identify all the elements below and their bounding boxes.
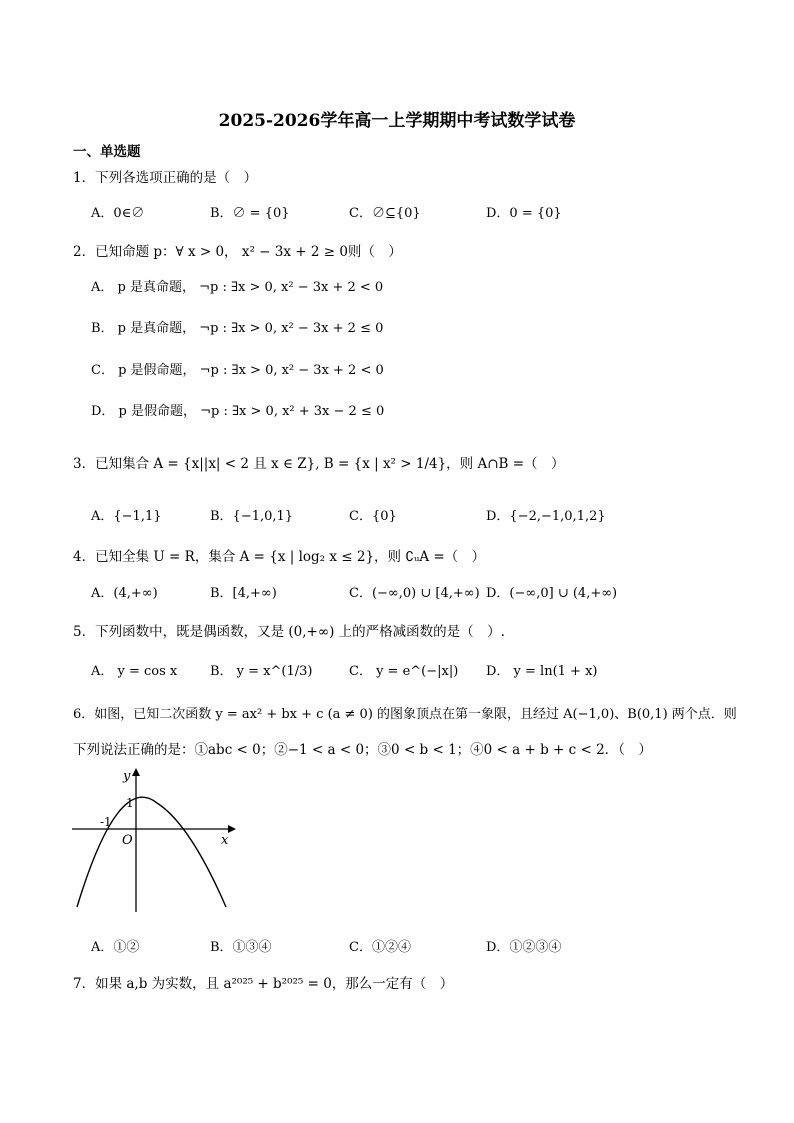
question-3-option-a: A．{−1,1} (91, 509, 162, 524)
question-5-option-a: A． y = cos x (91, 664, 178, 679)
section-heading: 一、单选题 (73, 144, 141, 160)
question-4-option-c: C．(−∞,0) ∪ [4,+∞) (349, 586, 480, 601)
question-4-stem: 4．已知全集 U = R，集合 A = {x | log₂ x ≤ 2}，则 ∁ᵤA =（ ） (73, 549, 486, 565)
page-title: 2025-2026学年高一上学期期中考试数学试卷 (218, 111, 576, 131)
question-5-option-d: D． y = ln(1 + x) (486, 664, 598, 679)
question-5-stem: 5．下列函数中，既是偶函数，又是 (0,+∞) 上的严格减函数的是（ ）. (73, 624, 505, 640)
question-2-option-d: D． p 是假命题， ¬p : ∃x > 0, x² + 3x − 2 ≤ 0 (91, 404, 385, 419)
question-3-stem: 3．已知集合 A = {x||x| < 2 且 x ∈ Z}, B = {x | x² > 1/4}，则 A∩B =（ ） (73, 456, 565, 472)
y-axis-label: y (123, 769, 131, 784)
question-1-option-d: D．0 = {0} (486, 206, 562, 221)
question-1-option-b: B．∅ = {0} (210, 206, 290, 221)
question-1-stem: 1．下列各选项正确的是（ ） (73, 170, 258, 186)
question-6-option-d: D．①②③④ (486, 940, 562, 955)
question-2-option-a: A． p 是真命题， ¬p : ∃x > 0, x² − 3x + 2 < 0 (91, 280, 384, 295)
question-6-stem-continued: 下列说法正确的是：①abc < 0；②−1 < a < 0；③0 < b < 1；④0 < a + b + c < 2．（ ） (73, 742, 652, 758)
x-tick-label: -1 (100, 815, 112, 829)
origin-label: O (122, 833, 133, 848)
question-3-option-c: C．{0} (349, 509, 397, 524)
question-1-option-c: C．∅⊆{0} (349, 206, 421, 221)
question-6-stem: 6．如图，已知二次函数 y = ax² + bx + c (a ≠ 0) 的图象顶点在第一象限，且经过 A(−1,0)、B(0,1) 两个点．则 (73, 707, 737, 722)
question-6-option-c: C．①②④ (349, 940, 411, 955)
question-4-option-d: D．(−∞,0] ∪ (4,+∞) (486, 586, 618, 601)
y-tick-label: 1 (126, 796, 134, 810)
question-5-option-b: B． y = x^(1/3) (210, 664, 313, 679)
question-1-option-a: A．0∈∅ (91, 206, 145, 221)
x-axis-label: x (221, 833, 229, 848)
question-4-option-b: B．[4,+∞) (210, 586, 277, 601)
question-3-option-d: D．{−2,−1,0,1,2} (486, 509, 606, 524)
question-6-option-a: A．①② (91, 940, 140, 955)
question-2-option-b: B． p 是真命题， ¬p : ∃x > 0, x² − 3x + 2 ≤ 0 (91, 321, 384, 336)
question-4-option-a: A．(4,+∞) (91, 586, 158, 601)
question-5-option-c: C． y = e^(−|x|) (349, 664, 459, 679)
question-7-stem: 7．如果 a,b 为实数，且 a²⁰²⁵ + b²⁰²⁵ = 0，那么一定有（ ） (73, 976, 454, 992)
parabola-graph (60, 762, 250, 922)
question-3-option-b: B．{−1,0,1} (210, 509, 294, 524)
question-6-option-b: B．①③④ (210, 940, 272, 955)
parabola-curve (77, 797, 226, 907)
question-2-option-c: C． p 是假命题， ¬p : ∃x > 0, x² − 3x + 2 < 0 (91, 363, 384, 378)
question-2-stem: 2．已知命题 p：∀ x > 0， x² − 3x + 2 ≥ 0则（ ） (73, 244, 402, 260)
